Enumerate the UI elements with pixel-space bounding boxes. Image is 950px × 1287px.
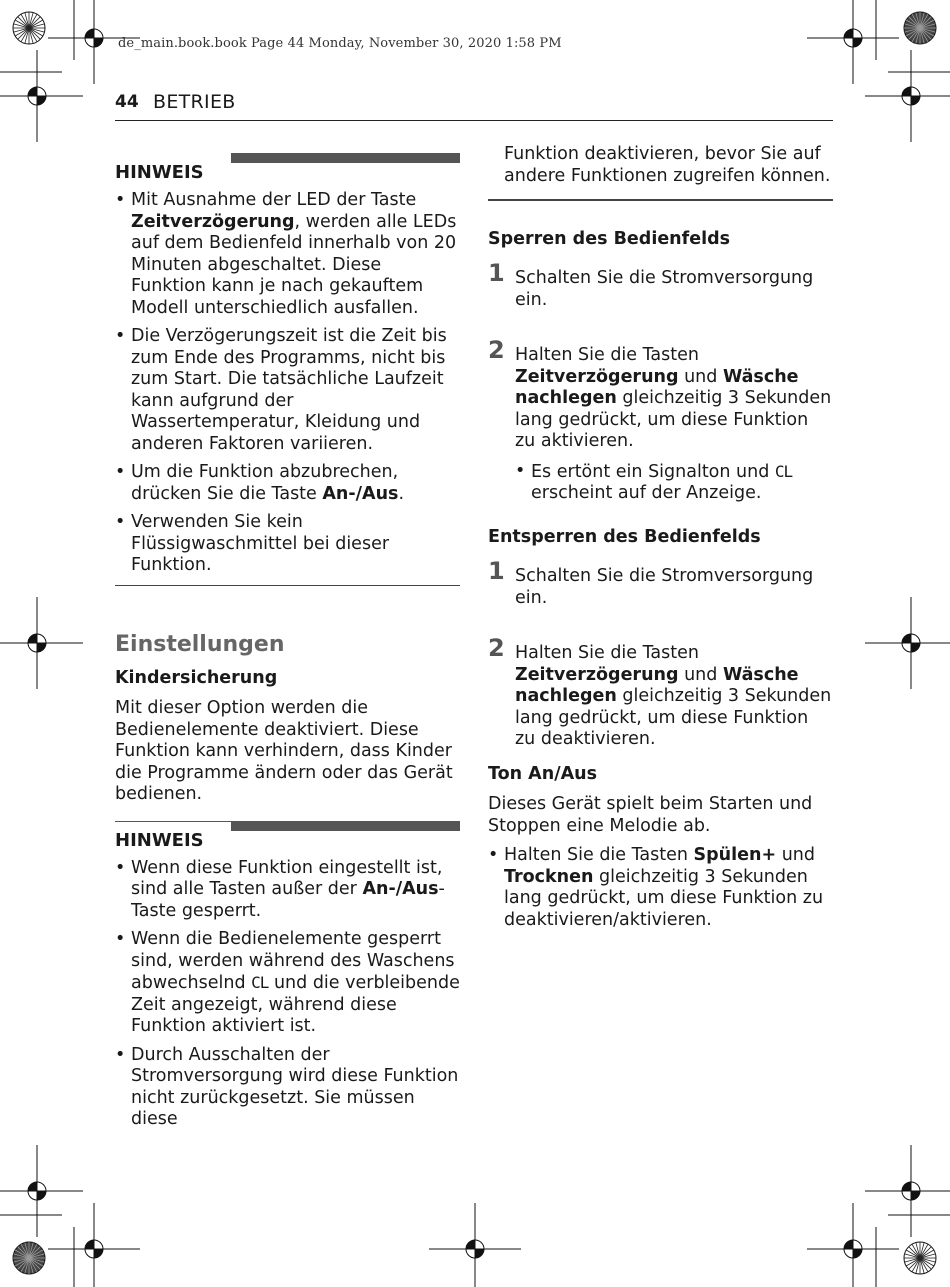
list-item: • Wenn diese Funktion eingestellt ist, sind alle Tasten außer der An-/Aus-Taste gesperrt. (115, 858, 460, 923)
note-bar (231, 153, 460, 163)
step: 1 Schalten Sie die Stromversorgung ein. (488, 557, 814, 608)
cl-display-symbol: CL (774, 461, 793, 481)
list-item: • Wenn die Bedienelemente gesperrt sind, werden während des Waschens abwechselnd CL und die verbleibende Zeit angezeigt, während diese Funktion aktiviert ist. (115, 929, 460, 1038)
list-item: • Die Verzögerungszeit ist die Zeit bis zum Ende des Programms, nicht bis zum Start. Die tatsächliche Laufzeit kann aufgrund der Wassertemperatur, Kleidung und anderen Faktoren variieren. (115, 326, 460, 455)
list-item: • Es ertönt ein Signalton und CL erscheint auf der Anzeige. (515, 461, 833, 505)
step: 2 Halten Sie die Tasten Zeitverzögerung und Wäsche nachlegen gleichzeitig 3 Sekunden lang gedrückt, um diese Funktion zu aktivieren. • Es ertönt ein Signalton und CL erscheint auf der Anzeige. (488, 345, 833, 505)
step-number: 2 (488, 634, 505, 662)
page-number: 44 (115, 92, 139, 112)
lock-heading: Sperren des Bedienfelds (488, 228, 731, 249)
note-header (115, 821, 460, 849)
step: 1 Schalten Sie die Stromversorgung ein. (488, 259, 814, 310)
unlock-heading: Entsperren des Bedienfelds (488, 526, 761, 547)
note-divider (488, 199, 833, 201)
list-item: • Um die Funktion abzubrechen, drücken Sie die Taste An-/Aus. (115, 462, 460, 505)
note-box (115, 153, 460, 586)
step: 2 Halten Sie die Tasten Zeitverzögerung und Wäsche nachlegen gleichzeitig 3 Sekunden lang gedrückt, um diese Funktion zu deaktivieren. (488, 634, 832, 749)
left-column (115, 153, 460, 1138)
sound-text: Dieses Gerät spielt beim Starten und Stoppen eine Melodie ab. (488, 794, 813, 836)
list-item: • Halten Sie die Tasten Spülen+ und Trocknen gleichzeitig 3 Sekunden lang gedrückt, um diese Funktion zu deaktivieren/aktivieren. (488, 845, 833, 931)
page-header (115, 90, 833, 121)
note-divider (115, 585, 460, 587)
sound-heading: Ton An/Aus (488, 763, 597, 784)
step-number: 1 (488, 557, 505, 585)
step-number: 2 (488, 336, 505, 364)
note-box (115, 821, 460, 1131)
list-item: • Verwenden Sie kein Flüssigwaschmittel bei dieser Funktion. (115, 512, 460, 577)
note-list (115, 858, 460, 1131)
right-column (488, 144, 833, 938)
child-lock-text: Mit dieser Option werden die Bedienelemente deaktiviert. Diese Funktion kann verhindern, dass Kinder die Programme ändern oder das Gerät bedienen. (115, 698, 453, 804)
note-list (115, 190, 460, 577)
note-continued: Funktion deaktivieren, bevor Sie auf andere Funktionen zugreifen können. (504, 144, 831, 186)
print-info: de_main.book.book Page 44 Monday, November 30, 2020 1:58 PM (118, 36, 562, 51)
list-item: • Mit Ausnahme der LED der Taste Zeitverzögerung, werden alle LEDs auf dem Bedienfeld innerhalb von 20 Minuten abgeschaltet. Diese Funktion kann je nach gekauftem Modell unterschiedlich ausfallen. (115, 190, 460, 319)
note-bar (231, 821, 460, 831)
note-header (115, 153, 460, 181)
note-label: HINWEIS (115, 829, 204, 851)
list-item: • Durch Ausschalten der Stromversorgung wird diese Funktion nicht zurückgesetzt. Sie müssen diese (115, 1045, 460, 1131)
sub-list (515, 461, 833, 505)
section-title: BETRIEB (153, 91, 236, 113)
settings-heading: Einstellungen (115, 632, 285, 657)
sound-list (488, 845, 833, 931)
child-lock-heading: Kindersicherung (115, 667, 278, 688)
note-label: HINWEIS (115, 162, 204, 183)
step-number: 1 (488, 259, 505, 287)
cl-display-symbol: CL (251, 973, 269, 992)
